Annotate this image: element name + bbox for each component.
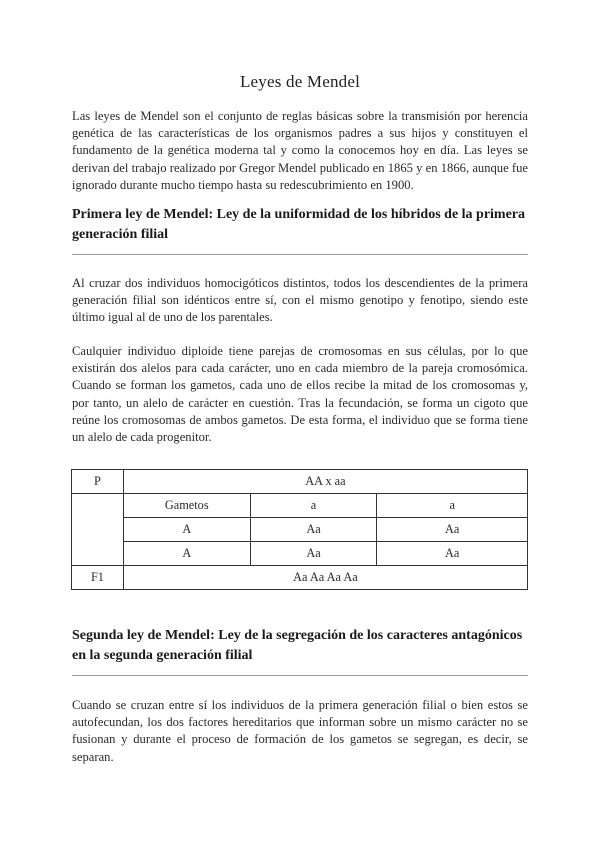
genotype-cell: Aa bbox=[377, 542, 528, 566]
row-gamete: A bbox=[123, 542, 250, 566]
table-row bbox=[72, 518, 528, 542]
section2-paragraph-1: Cuando se cruzan entre sí los individuos de la primera generación filial o bien estos se autofecundan, los dos factores hereditarios que informan sobre un mismo carácter no se fusionan y durante el proceso de formación de los gametos se segregan, es decir, se separan. bbox=[72, 698, 528, 764]
section1-paragraph-2: Caulquier individuo diploide tiene parejas de cromosomas en sus células, por lo que existirán dos alelos para cada carácter, uno en cada miembro de la pareja cromosómica. Cuando se forman los gametos, cada uno de ellos recibe la mitad de los cromosomas y, por tanto, un alelo de carácter en cuestión. Tras la fecundación, se forma un cigoto que reúne los cromosomas de ambos gametos. De esta forma, el individuo que se forma tiene un alelo de cada progenitor. bbox=[72, 344, 528, 445]
page-title: Leyes de Mendel bbox=[239, 72, 361, 91]
table-row-parents bbox=[72, 470, 528, 494]
gamete-header-2: a bbox=[377, 494, 528, 518]
section1-paragraph-1: Al cruzar dos individuos homocigóticos distintos, todos los descendientes de la primera generación filial son idénticos entre sí, con el mismo genotipo y fenotipo, siendo este último igual al de uno de los parentales. bbox=[72, 276, 528, 325]
genotype-cell: Aa bbox=[377, 518, 528, 542]
cross-table bbox=[71, 469, 528, 590]
gametes-label: Gametos bbox=[123, 494, 250, 518]
genotype-cell: Aa bbox=[250, 542, 377, 566]
table-row-f1 bbox=[72, 566, 528, 590]
empty-cell bbox=[72, 494, 124, 566]
f1-result: Aa Aa Aa Aa bbox=[123, 566, 527, 590]
f1-label: F1 bbox=[72, 566, 124, 590]
genotype-cell: Aa bbox=[250, 518, 377, 542]
parents-label: P bbox=[72, 470, 124, 494]
gamete-header-1: a bbox=[250, 494, 377, 518]
intro-paragraph: Las leyes de Mendel son el conjunto de reglas básicas sobre la transmisión por herencia genética de las características de los organismos padres a sus hijos y constituyen el fundamento de la genética moderna tal y como la conocemos hoy en día. Las leyes se derivan del trabajo realizado por Gregor Mendel publicado en 1865 y en 1866, aunque fue ignorado durante mucho tiempo hasta su redescubrimiento en 1900. bbox=[72, 109, 528, 192]
row-gamete: A bbox=[123, 518, 250, 542]
table-row-gametes bbox=[72, 494, 528, 518]
parents-cross: AA x aa bbox=[123, 470, 527, 494]
table-row bbox=[72, 542, 528, 566]
section1-heading: Primera ley de Mendel: Ley de la uniformidad de los híbridos de la primera generación filial bbox=[72, 207, 526, 242]
section2-heading: Segunda ley de Mendel: Ley de la segregación de los caracteres antagónicos en la segunda generación filial bbox=[72, 628, 523, 663]
section2-divider bbox=[72, 675, 528, 676]
section1-divider bbox=[72, 254, 528, 255]
